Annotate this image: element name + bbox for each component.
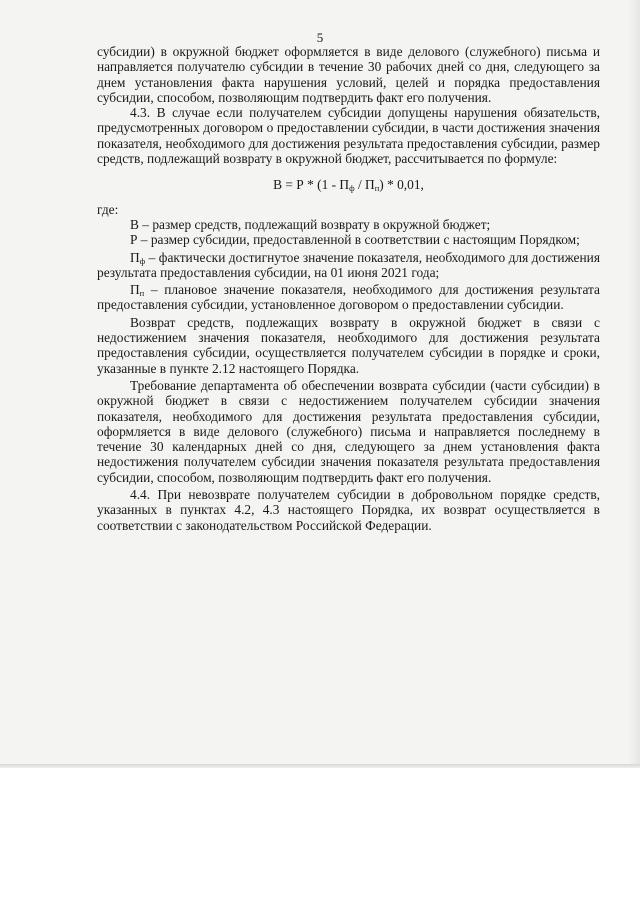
- scan-edge-bottom: [0, 764, 640, 768]
- definition-pp: [97, 282, 600, 313]
- definition-r: Р – размер субсидии, предоставленной в соответствии с настоящим Порядком;: [130, 232, 580, 248]
- formula-mid: / П: [354, 177, 375, 193]
- paragraph-department-requirement: Требование департамента об обеспечении возврата субсидии (части субсидии) в окружной бюджет в связи с недостижением получателем субсидии значения показателя, необходимого для достижения результата предоставления субсидии, оформляется в виде делового (служебного) письма и направляется последнему в течение 30 календарных дней со дня, следующего за днем установления факта недостижения получателем субсидии значения показателя результата предоставления субсидии, способом, позволяющим подтвердить факт его получения.: [97, 377, 600, 485]
- definition-pf-text: – фактически достигнутое значение показателя, необходимого для достижения результата предоставления субсидии, на 01 июня 2021 года;: [97, 249, 600, 280]
- formula-lhs: В = Р * (1 - П: [273, 177, 350, 193]
- definition-pf: [97, 250, 600, 281]
- definition-pf-subscript: ф: [139, 255, 146, 266]
- formula-sub-p: п: [374, 183, 380, 194]
- definition-pp-text: – плановое значение показателя, необходимого для достижения результата предоставления субсидии, установленное договором о предоставлении субсидии.: [97, 282, 600, 313]
- paragraph-refund-procedure: Возврат средств, подлежащих возврату в окружной бюджет в связи с недостижением значения показателя, необходимого для достижения результата предоставления субсидии, осуществляется получателем субсидии в порядке и сроки, указанные в пункте 2.12 настоящего Порядка.: [97, 314, 600, 376]
- paragraph-continuation: субсидии) в окружной бюджет оформляется в виде делового (служебного) письма и направляется получателю субсидии в течение 30 рабочих дней со дня, следующего за днем установления факта нарушения условий, целей и порядка предоставления субсидии, способом, позволяющим подтвердить факт его получения.: [97, 44, 600, 105]
- paragraph-4-3: 4.3. В случае если получателем субсидии допущены нарушения обязательств, предусмотренных договором о предоставлении субсидии, в части достижения значения показателя, необходимого для достижения результата предоставления субсидии, размер средств, подлежащий возврату в окружной бюджет, рассчитывается по формуле:: [97, 105, 600, 167]
- scan-edge-right: [628, 0, 640, 768]
- definition-pp-subscript: п: [139, 288, 145, 299]
- definition-b: В – размер средств, подлежащий возврату в окружной бюджет;: [130, 216, 491, 232]
- formula-sub-f: ф: [349, 183, 355, 194]
- paragraph-4-4: 4.4. При невозврате получателем субсидии в добровольном порядке средств, указанных в пунктах 4.2, 4.3 настоящего Порядка, их возврат осуществляется в соответствии с законодательством Российской Федерации.: [97, 487, 600, 533]
- where-label: где:: [97, 201, 119, 217]
- formula-rhs: ) * 0,01,: [379, 177, 424, 193]
- document-body: [97, 44, 600, 533]
- page-number: 5: [316, 30, 324, 45]
- formula: [97, 177, 600, 192]
- definition-pp-symbol: П: [130, 282, 140, 298]
- definition-pf-symbol: П: [130, 249, 140, 265]
